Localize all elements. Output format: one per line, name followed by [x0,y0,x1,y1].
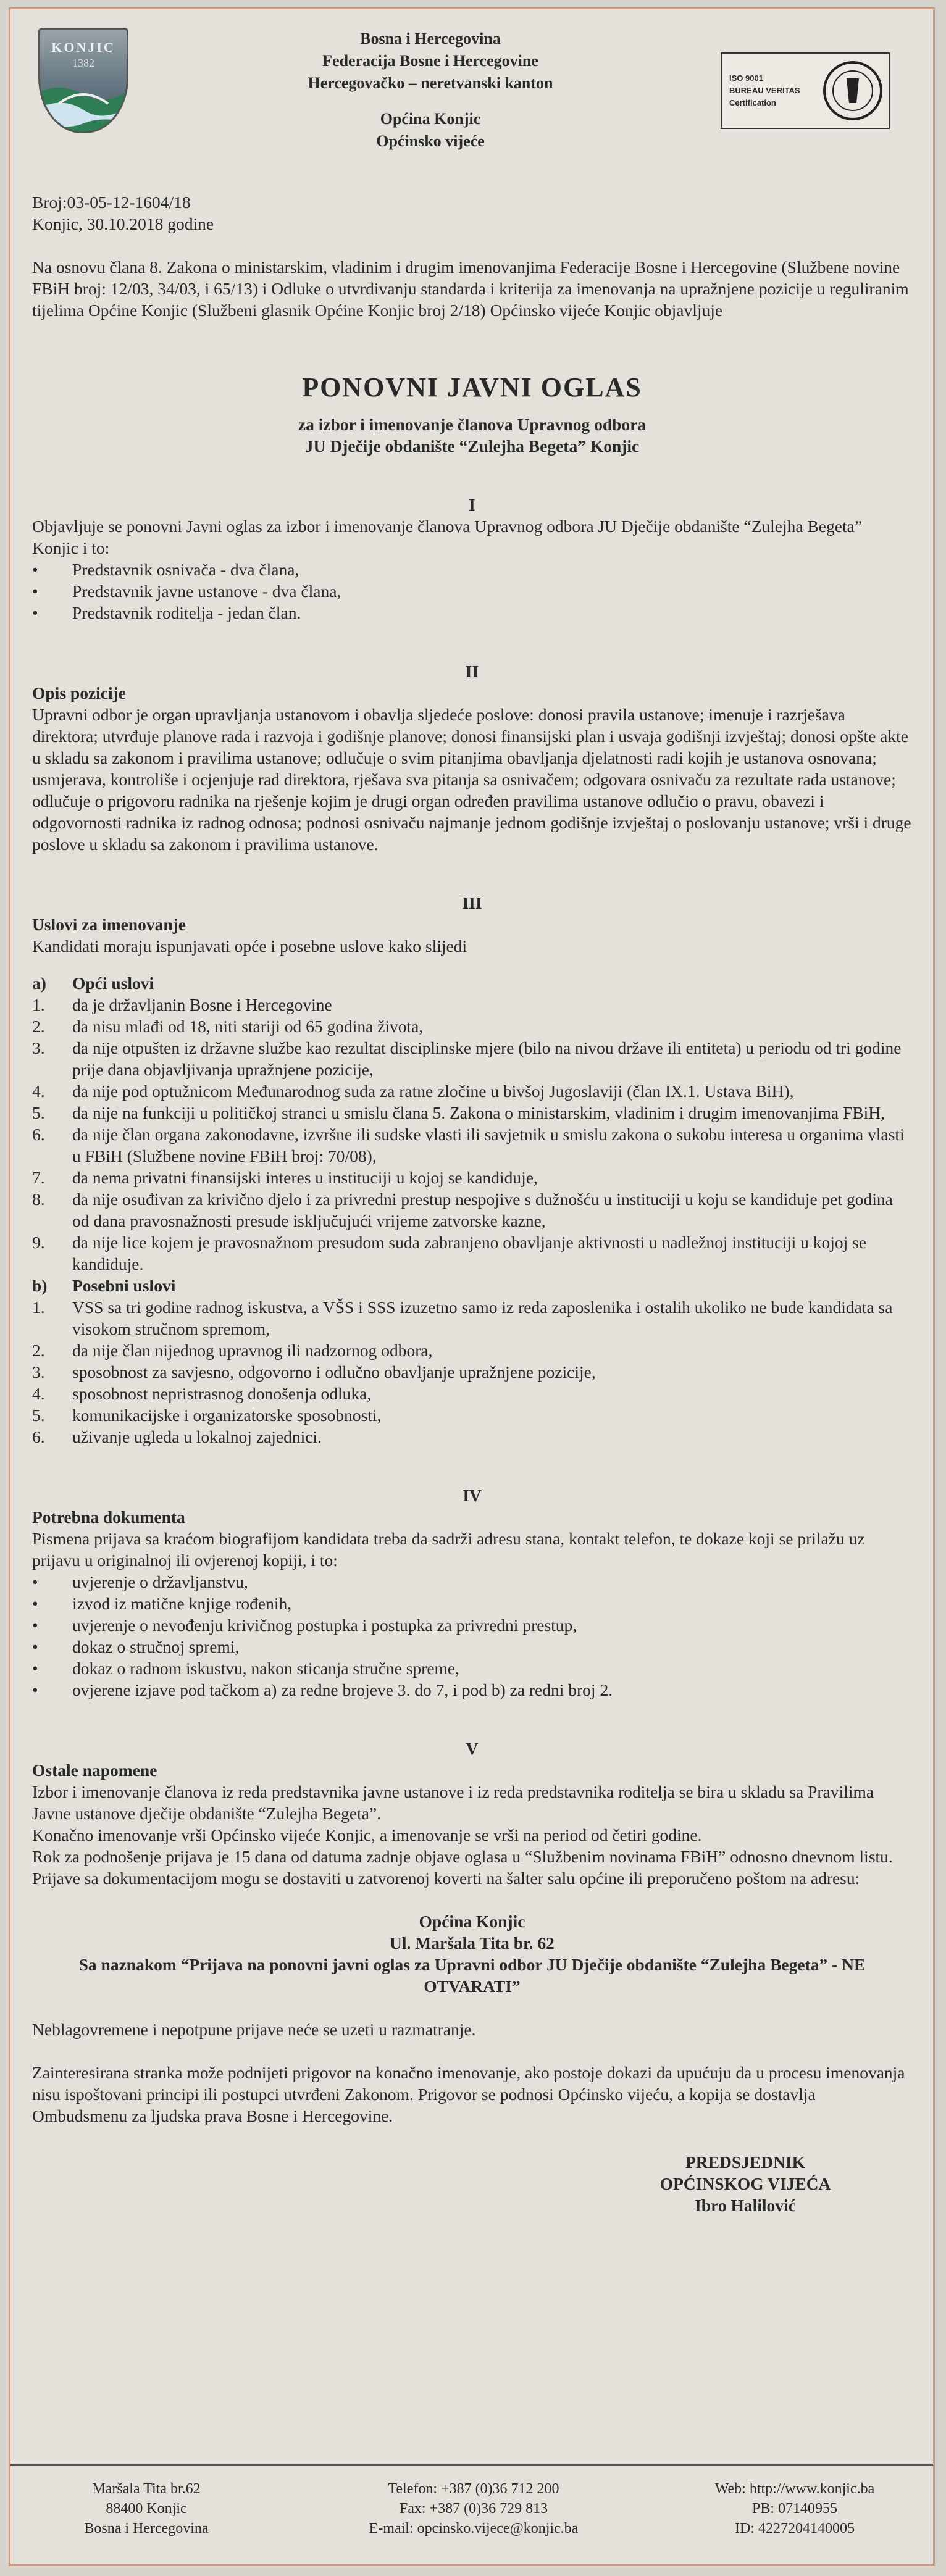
address-line-1: Općina Konjic [419,1912,525,1931]
list-item: • Predstavnik osnivača - dva člana, [32,559,912,580]
section-2-number: II [465,662,479,681]
cert-bureau: BUREAU VERITAS [729,86,800,95]
list-item: • uvjerenje o državljanstvu, [32,1571,912,1593]
general-conditions-heading [32,972,912,994]
list-item: 6. uživanje ugleda u lokalnoj zajednici. [32,1427,322,1446]
required-documents-list [32,1571,912,1701]
section-2-heading: Opis pozicije [32,683,127,702]
subsection-heading-a: Opći uslovi [72,973,154,993]
signature-block [32,2151,912,2216]
address-note: Sa naznakom “Prijava na ponovni javni oglas za Upravni odbor JU Dječije obdanište “Zulejha Begeta” - NE OTVARATI” [78,1955,866,1996]
list-item: • dokaz o stručnoj spremi, [32,1636,912,1657]
municipality-coat-of-arms-logo [38,28,128,133]
list-item: 4. da nije pod optužnicom Međunarodnog suda za ratne zločine u bivšoj Jugoslaviji (član IX.1. Ustava BiH), [32,1082,794,1101]
bureau-veritas-seal-icon [822,60,884,122]
list-item: 1. da je državljanin Bosne i Hercegovine [32,995,332,1014]
legal-basis-intro: Na osnovu člana 8. Zakona o ministarskim, vladinim i drugim imenovanjima Federacije Bosne i Hercegovine (Službene novine FBiH broj: 12/03, 34/03, i 65/13) i Odluke o utvrđivanju standarda i kriterija za imenovanja na upražnjene pozicije u reguliranim tijelima Općine Konjic (Službeni glasnik Općine Konjic broj 2/18) Općinsko vijeće Konjic objavljuje [32,257,909,320]
header-line-country: Bosna i Hercegovina [360,30,501,48]
header-line-canton: Hercegovačko – neretvanski kanton [308,74,553,92]
cert-label: Certification [729,98,776,107]
signature-title-1: PREDSJEDNIK [685,2153,806,2172]
place-date: Konjic, 30.10.2018 godine [32,214,214,233]
section-3-heading: Uslovi za imenovanje [32,915,186,934]
footer-city: 88400 Konjic [106,2501,187,2517]
footer-fax: Fax: +387 (0)36 729 813 [399,2501,548,2517]
section-4-text: Pismena prijava sa kraćom biografijom kandidata treba da sadrži adresu stana, kontakt telefon, te dokaze koji se prilažu uz prijavu u originalnoj ili ovjerenoj kopiji, i to: [32,1529,865,1570]
river-bridge-icon [40,79,127,133]
subtitle-line-2: JU Dječije obdanište “Zulejha Begeta” Konjic [304,436,640,456]
list-item: 4. sposobnost nepristrasnog donošenja odluka, [32,1384,372,1403]
subsection-label-b: b) [32,1276,48,1295]
logo-year: 1382 [72,57,94,69]
list-item: 1. VSS sa tri godine radnog iskustva, a VŠS i SSS izuzetno samo iz reda zaposlenika i ostalih ukoliko ne bude kandidata sa visokom stručnom spremom, [32,1298,893,1338]
special-conditions-list [32,1296,912,1448]
section-1-text: Objavljuje se ponovni Javni oglas za izbor i imenovanje članova Upravnog odbora JU Dječije obdanište “Zulejha Begeta” Konjic i to: [32,517,863,557]
reference-number: Broj:03-05-12-1604/18 [32,193,191,212]
letterhead-institution [196,28,665,152]
section-5-paragraph-4: Prijave sa dokumentacijom mogu se dostaviti u zatvorenoj koverti na šalter salu općine ili preporučeno poštom na adresu: [32,1869,860,1888]
section-3-text: Kandidati moraju ispunjavati opće i posebne uslove kako slijedi [32,936,467,956]
footer-identifiers [677,2479,912,2538]
subsection-label-a: a) [32,973,46,993]
list-item: 9. da nije lice kojem je pravosnažnom presudom suda zabranjeno obavljanje aktivnosti u nadležnoj instituciji u kojoj se kandiduje. [32,1233,867,1273]
cert-iso: ISO 9001 [729,73,763,83]
list-item: 8. da nije osuđivan za krivično djelo i za privredni prestup nespojive s dužnošću u instituciji u koju se kandiduje pet godina od dana pravosnažnosti presude isključujući vrijeme zatvorske kazne, [32,1190,893,1230]
letterhead-footer [10,2464,933,2564]
section-5-number: V [466,1739,479,1758]
section-5-paragraph-1: Izbor i imenovanje članova iz reda predstavnika javne ustanove i iz reda predstavnika roditelja se bira u skladu sa Pravilima Javne ustanove dječije obdanište “Zulejha Begeta”. [32,1782,874,1823]
list-item: • Predstavnik roditelja - jedan član. [32,602,912,623]
announcement-body [32,191,912,2216]
list-item: 6. da nije član organa zakonodavne, izvršne ili sudske vlasti ili savjetnik u smislu zakona o sukobu interesa u organima vlasti u FBiH (Službene novine FBiH broj: 70/08), [32,1125,905,1165]
section-1-list [32,559,912,623]
signature-title-2: OPĆINSKOG VIJEĆA [659,2174,831,2193]
list-item: 3. da nije otpušten iz državne službe kao rezultat disciplinske mjere (bilo na nivou države ili entiteta) u periodu od tri godine prije dana objavljivanja upražnjene pozicije, [32,1038,902,1079]
list-item: 2. da nisu mlađi od 18, niti stariji od 65 godina života, [32,1017,424,1036]
document-page [9,7,935,2566]
footer-address [54,2479,239,2538]
section-5-paragraph-6: Zainteresirana stranka može podnijeti prigovor na konačno imenovanje, ako postoje dokazi da upućuju da u procesu imenovanja nisu ispoštovani principi ili postupci utvrđeni Zakonom. Prigovor se podnosi Općinsko vijeću, a kopija se dostavlja Ombudsmenu za ljudska prava Bosne i Hercegovine. [32,2063,905,2125]
section-4-heading: Potrebna dokumenta [32,1507,185,1527]
section-4-number: IV [463,1486,482,1505]
section-5-heading: Ostale napomene [32,1761,157,1780]
footer-phone: Telefon: +387 (0)36 712 200 [388,2481,559,2497]
document-title: PONOVNI JAVNI OGLAS [302,372,642,402]
section-3-number: III [462,893,482,912]
list-item: 2. da nije član nijednog upravnog ili nadzornog odbora, [32,1341,433,1360]
list-item: • Predstavnik javne ustanove - dva člana, [32,580,912,602]
footer-street: Maršala Tita br.62 [92,2481,201,2497]
list-item: • ovjerene izjave pod tačkom a) za redne brojeve 3. do 7, i pod b) za redni broj 2. [32,1679,912,1701]
footer-id: ID: 4227204140005 [735,2520,855,2536]
general-conditions-list [32,994,912,1275]
logo-text: KONJIC [51,40,115,55]
section-1-number: I [469,495,475,514]
special-conditions-heading [32,1275,912,1296]
section-5-paragraph-3: Rok za podnošenje prijava je 15 dana od datuma zadnje objave oglasa u “Službenim novinama FBiH” odnosno dnevnom listu. [32,1847,893,1866]
list-item: 5. komunikacijske i organizatorske sposobnosti, [32,1406,382,1425]
footer-pb: PB: 07140955 [751,2501,838,2517]
header-line-council: Općinsko vijeće [376,132,485,150]
list-item: 5. da nije na funkciji u političkoj stranci u smislu člana 5. Zakona o ministarskim, vladinim i drugim imenovanjima FBiH, [32,1103,885,1122]
section-5-paragraph-5: Neblagovremene i nepotpune prijave neće se uzeti u razmatranje. [32,2020,476,2039]
list-item: 7. da nema privatni finansijski interes u instituciji u kojoj se kandiduje, [32,1168,538,1187]
letterhead [10,9,933,157]
signature-name: Ibro Halilović [695,2196,796,2215]
header-line-federation: Federacija Bosne i Hercegovine [322,52,538,70]
list-item: • dokaz o radnom iskustvu, nakon sticanja stručne spreme, [32,1657,912,1679]
footer-email: E-mail: opcinsko.vijece@konjic.ba [369,2520,579,2536]
section-5-paragraph-2: Konačno imenovanje vrši Općinsko vijeće Konjic, a imenovanje se vrši na period od četiri godine. [32,1825,702,1844]
header-line-municipality: Općina Konjic [380,110,481,128]
address-line-2: Ul. Maršala Tita br. 62 [390,1933,555,1953]
subtitle-line-1: za izbor i imenovanje članova Upravnog odbora [298,415,647,434]
iso-certification-badge [721,52,890,129]
list-item: • uvjerenje o nevođenju krivičnog postupka i postupka za privredni prestup, [32,1614,912,1636]
footer-contact [356,2479,591,2538]
footer-web: Web: http://www.konjic.ba [714,2481,875,2497]
section-2-text: Upravni odbor je organ upravljanja ustanovom i obavlja sljedeće poslove: donosi pravila ustanove; imenuje i razrješava direktora; utvrđuje planove rada i razvoja i godišnje planove; donosi finansijski plan i usvaja godišnji izvještaj; donosi opšte akte u skladu sa zakonom i pravilima ustanove; odlučuje o svim pitanjima obavljanja djelatnosti radi kojih je ustanova osnovana; usmjerava, kontroliše i ocjenjuje rad direktora, rješava sva pitanja sa osnivačem; odgovara osnivaču za rezultate rada ustanove; odlučuje o prigovoru radnika na rješenje kojim je drugi organ određen pravilima ustanove odlučio o pravu, obavezi i odgovornosti radnika iz radnog odnosa; podnosi osnivaču najmanje jednom godišnje izvještaj o poslovanju ustanove; vrši i druge poslove u skladu sa zakonom i pravilima ustanove. [32,705,911,854]
list-item: 3. sposobnost za savjesno, odgovorno i odlučno obavljanje upražnjene pozicije, [32,1362,596,1382]
list-item: • izvod iz matične knjige rođenih, [32,1593,912,1614]
footer-country: Bosna i Hercegovina [84,2520,209,2536]
subsection-heading-b: Posebni uslovi [72,1276,176,1295]
